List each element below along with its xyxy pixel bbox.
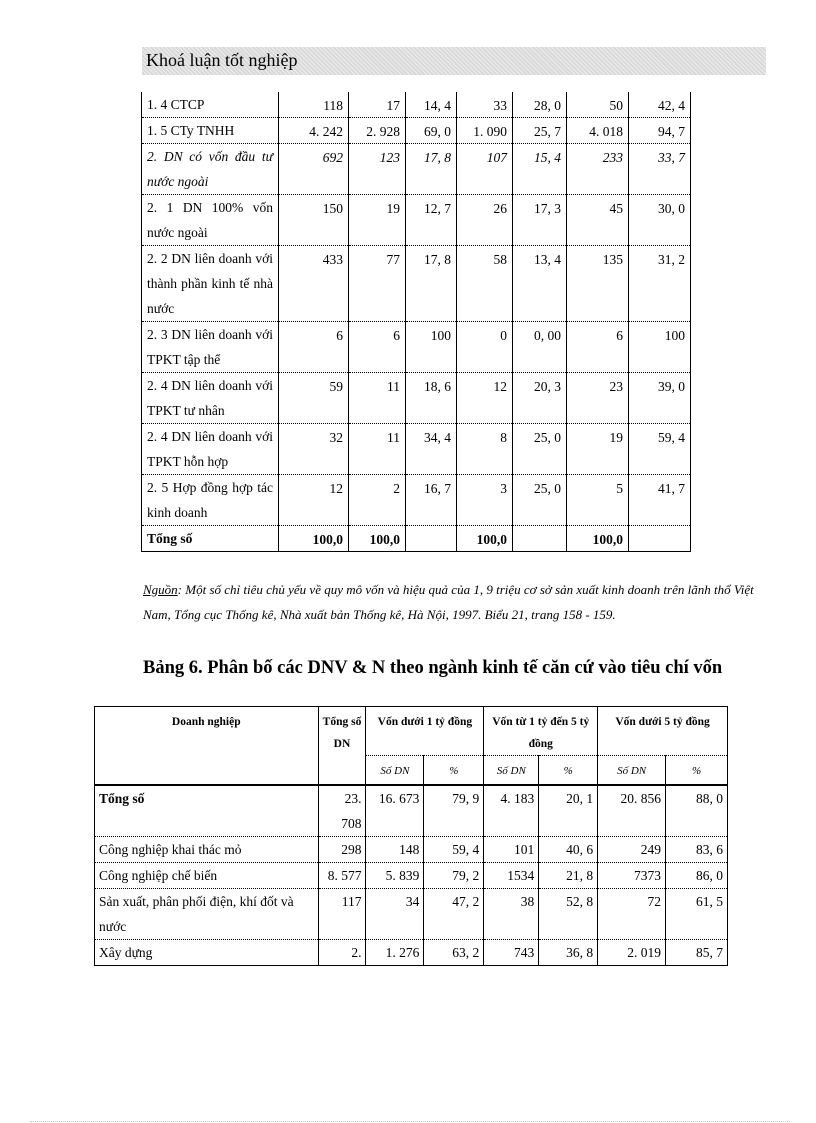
table-cell: 38 xyxy=(484,889,539,940)
enterprise-capital-table xyxy=(141,92,691,552)
table-cell: 72 xyxy=(598,889,666,940)
table-row xyxy=(142,475,691,526)
table-cell: 19 xyxy=(567,424,629,475)
row-label: 1. 4 CTCP xyxy=(142,92,279,118)
table-cell: 42, 4 xyxy=(629,92,691,118)
table-cell: 148 xyxy=(366,837,424,863)
table-cell: 15, 4 xyxy=(513,144,567,195)
table-cell: 25, 0 xyxy=(513,424,567,475)
table-cell: 39, 0 xyxy=(629,373,691,424)
table-cell: 100 xyxy=(406,322,457,373)
table-cell: 20, 3 xyxy=(513,373,567,424)
table-cell: 18, 6 xyxy=(406,373,457,424)
table-row xyxy=(142,92,691,118)
table-cell: 17, 8 xyxy=(406,246,457,322)
table-row xyxy=(95,940,728,966)
row-label: 2. 4 DN liên doanh với TPKT hỗn hợp xyxy=(142,424,279,475)
table-cell: 1534 xyxy=(484,863,539,889)
table-cell: 26 xyxy=(457,195,513,246)
table-cell: 83, 6 xyxy=(666,837,728,863)
table-cell: 17, 3 xyxy=(513,195,567,246)
header-total: Tổng số DN xyxy=(318,707,366,786)
header-title: Khoá luận tốt nghiệp xyxy=(146,50,298,70)
table-cell: 5 xyxy=(567,475,629,526)
table-cell: 11 xyxy=(349,424,406,475)
row-label: 1. 5 CTy TNHH xyxy=(142,118,279,144)
table-cell: 28, 0 xyxy=(513,92,567,118)
source-note xyxy=(143,577,767,627)
table-cell: 85, 7 xyxy=(666,940,728,966)
table-cell: 433 xyxy=(279,246,349,322)
subheader-percent: % xyxy=(539,756,598,786)
subheader-percent: % xyxy=(666,756,728,786)
table-row xyxy=(142,322,691,373)
table-row xyxy=(142,246,691,322)
table-cell: 88, 0 xyxy=(666,785,728,837)
table-row xyxy=(142,373,691,424)
table-cell: 6 xyxy=(567,322,629,373)
table-cell: 8. 577 xyxy=(318,863,366,889)
table-cell: 2 xyxy=(349,475,406,526)
table-cell: 86, 0 xyxy=(666,863,728,889)
table-cell: 17, 8 xyxy=(406,144,457,195)
table-cell: 7373 xyxy=(598,863,666,889)
table-cell: 4. 242 xyxy=(279,118,349,144)
source-prefix: Nguồn xyxy=(143,582,178,597)
table-cell xyxy=(513,526,567,552)
table-cell: 40, 6 xyxy=(539,837,598,863)
table-cell: 117 xyxy=(318,889,366,940)
table-cell: 6 xyxy=(279,322,349,373)
table-row xyxy=(95,837,728,863)
row-label: Công nghiệp chế biến xyxy=(95,863,319,889)
table-cell: 123 xyxy=(349,144,406,195)
table-cell: 31, 2 xyxy=(629,246,691,322)
table-cell: 2. xyxy=(318,940,366,966)
table-cell: 100,0 xyxy=(279,526,349,552)
table-cell: 1. 276 xyxy=(366,940,424,966)
table-cell: 12, 7 xyxy=(406,195,457,246)
row-label: 2. DN có vốn đầu tư nước ngoài xyxy=(142,144,279,195)
table-cell: 14, 4 xyxy=(406,92,457,118)
row-label: Tổng số xyxy=(95,785,319,837)
table-cell: 17 xyxy=(349,92,406,118)
table-cell: 25, 7 xyxy=(513,118,567,144)
table-cell: 100 xyxy=(629,322,691,373)
table-cell: 118 xyxy=(279,92,349,118)
row-label: Xây dựng xyxy=(95,940,319,966)
header-under-5b: Vốn dưới 5 tỷ đồng xyxy=(598,707,728,756)
table-cell: 69, 0 xyxy=(406,118,457,144)
table-cell: 33, 7 xyxy=(629,144,691,195)
header-1b-to-5b: Vốn từ 1 tỷ đến 5 tỷ đồng xyxy=(484,707,598,756)
subheader-count: Số DN xyxy=(366,756,424,786)
table-cell: 94, 7 xyxy=(629,118,691,144)
table-cell: 8 xyxy=(457,424,513,475)
table-cell: 12 xyxy=(279,475,349,526)
table-cell: 34, 4 xyxy=(406,424,457,475)
table-cell: 107 xyxy=(457,144,513,195)
table-cell: 4. 018 xyxy=(567,118,629,144)
row-label: 2. 3 DN liên doanh với TPKT tập thể xyxy=(142,322,279,373)
table-cell xyxy=(629,526,691,552)
table-cell: 5. 839 xyxy=(366,863,424,889)
header-company: Doanh nghiệp xyxy=(95,707,319,786)
table-cell: 36, 8 xyxy=(539,940,598,966)
header-under-1b: Vốn dưới 1 tỷ đồng xyxy=(366,707,484,756)
table-cell: 25, 0 xyxy=(513,475,567,526)
row-label: 2. 2 DN liên doanh với thành phần kinh tế nhà nước xyxy=(142,246,279,322)
table-cell: 33 xyxy=(457,92,513,118)
table-cell: 61, 5 xyxy=(666,889,728,940)
row-label: 2. 5 Hợp đồng hợp tác kinh doanh xyxy=(142,475,279,526)
subheader-count: Số DN xyxy=(484,756,539,786)
subheader-count: Số DN xyxy=(598,756,666,786)
table-cell: 100,0 xyxy=(567,526,629,552)
table-cell: 100,0 xyxy=(349,526,406,552)
table-cell: 77 xyxy=(349,246,406,322)
sector-capital-table xyxy=(94,706,728,966)
table-cell xyxy=(406,526,457,552)
table-cell: 135 xyxy=(567,246,629,322)
table-cell: 21, 8 xyxy=(539,863,598,889)
subheader-percent: % xyxy=(424,756,484,786)
table-cell: 101 xyxy=(484,837,539,863)
row-label: 2. 4 DN liên doanh với TPKT tư nhân xyxy=(142,373,279,424)
table-cell: 79, 2 xyxy=(424,863,484,889)
table-cell: 59 xyxy=(279,373,349,424)
table-cell: 1. 090 xyxy=(457,118,513,144)
table-cell: 16. 673 xyxy=(366,785,424,837)
table-cell: 23 xyxy=(567,373,629,424)
table-cell: 0 xyxy=(457,322,513,373)
table-cell: 16, 7 xyxy=(406,475,457,526)
row-label: Tổng số xyxy=(142,526,279,552)
table-row xyxy=(142,424,691,475)
row-label: 2. 1 DN 100% vốn nước ngoài xyxy=(142,195,279,246)
table-cell: 4. 183 xyxy=(484,785,539,837)
table-cell: 2. 019 xyxy=(598,940,666,966)
table-cell: 50 xyxy=(567,92,629,118)
table-cell: 0, 00 xyxy=(513,322,567,373)
table-row xyxy=(142,144,691,195)
table-cell: 3 xyxy=(457,475,513,526)
table-cell: 6 xyxy=(349,322,406,373)
table-row xyxy=(142,195,691,246)
row-label: Công nghiệp khai thác mỏ xyxy=(95,837,319,863)
table-cell: 41, 7 xyxy=(629,475,691,526)
table6-caption: Bảng 6. Phân bố các DNV & N theo ngành kinh tế căn cứ vào tiêu chí vốn xyxy=(143,658,723,678)
table-cell: 20, 1 xyxy=(539,785,598,837)
row-label: Sản xuất, phân phối điện, khí đốt và nước xyxy=(95,889,319,940)
table-row xyxy=(95,863,728,889)
table-cell: 47, 2 xyxy=(424,889,484,940)
table-row xyxy=(95,889,728,940)
table-cell: 150 xyxy=(279,195,349,246)
table-cell: 23. 708 xyxy=(318,785,366,837)
table-cell: 52, 8 xyxy=(539,889,598,940)
table-cell: 13, 4 xyxy=(513,246,567,322)
table-cell: 233 xyxy=(567,144,629,195)
table-cell: 45 xyxy=(567,195,629,246)
table-cell: 79, 9 xyxy=(424,785,484,837)
page-bottom-rule xyxy=(30,1121,790,1122)
table-cell: 32 xyxy=(279,424,349,475)
table-cell: 298 xyxy=(318,837,366,863)
table-cell: 30, 0 xyxy=(629,195,691,246)
table-cell: 2. 928 xyxy=(349,118,406,144)
table-cell: 692 xyxy=(279,144,349,195)
table-cell: 100,0 xyxy=(457,526,513,552)
table-cell: 11 xyxy=(349,373,406,424)
table-cell: 20. 856 xyxy=(598,785,666,837)
table-row xyxy=(142,118,691,144)
page-header xyxy=(142,47,766,75)
table-cell: 19 xyxy=(349,195,406,246)
table-cell: 12 xyxy=(457,373,513,424)
table-cell: 249 xyxy=(598,837,666,863)
table-row xyxy=(142,526,691,552)
table-row xyxy=(95,785,728,837)
source-text: : Một số chỉ tiêu chủ yếu về quy mô vốn và hiệu quả của 1, 9 triệu cơ sở sản xuất kinh doanh trên lãnh thổ Việt Nam, Tổng cục Thống kê, Nhà xuất bản Thống kê, Hà Nội, 1997. Biểu 21, trang 158 - 159. xyxy=(143,582,754,622)
table-cell: 59, 4 xyxy=(424,837,484,863)
table-cell: 743 xyxy=(484,940,539,966)
table-cell: 59, 4 xyxy=(629,424,691,475)
table-cell: 63, 2 xyxy=(424,940,484,966)
table-cell: 34 xyxy=(366,889,424,940)
table-cell: 58 xyxy=(457,246,513,322)
